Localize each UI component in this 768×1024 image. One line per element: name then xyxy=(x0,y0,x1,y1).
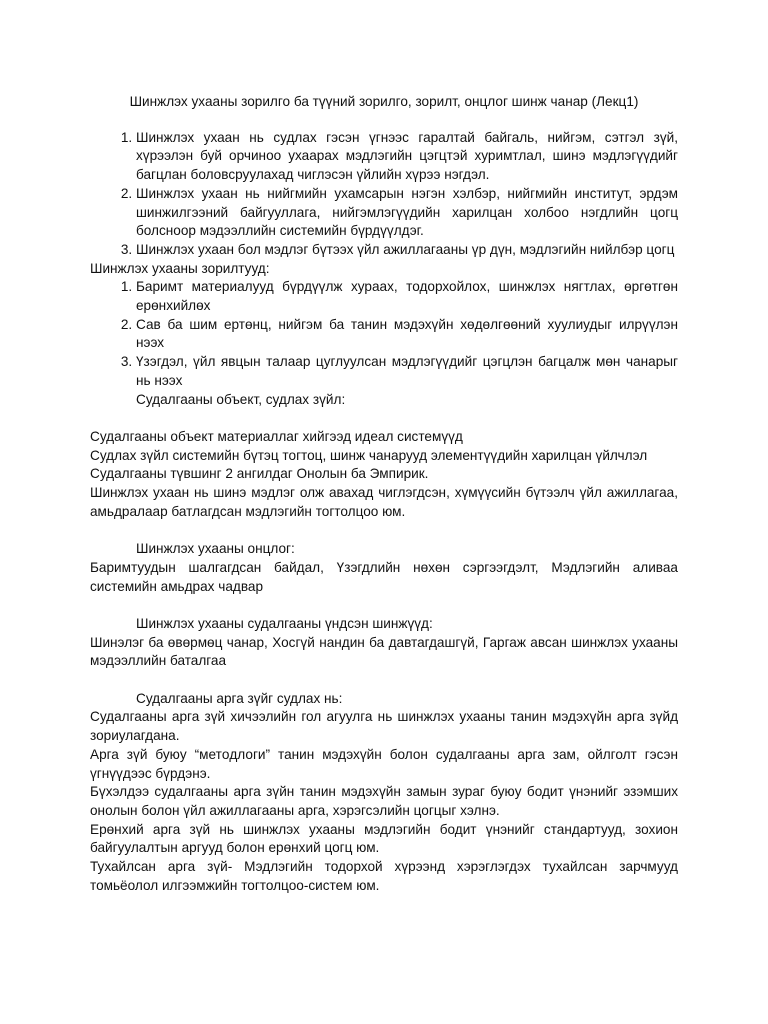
paragraph: Арга зүй буюу “метoдлоги” танин мэдэхүйн болон судалгааны арга зам, ойлголт гэсэн үгнүүдээс бүрдэнэ. xyxy=(90,746,678,781)
list-item: 2. Сав ба шим ертөнц, нийгэм ба танин мэдэхүйн хөдөлгөөний хуулиудыг илрүүлэн нээх xyxy=(136,316,678,353)
list-item: 1. Баримт материалууд бүрдүүлж хураах, тодорхойлох, шинжлэх нягтлах, өргөтгөн ерөнхийлөх xyxy=(136,278,678,315)
paragraph: Судалгааны объект материаллаг хийгээд идеал системүүд xyxy=(90,428,463,444)
paragraph: Шинэлэг ба өвөрмөц чанар, Хосгүй нандин ба давтагдашгүй, Гаргаж авсан шинжлэх ухааны мэдээллийн баталгаа xyxy=(90,634,678,669)
definitions-list xyxy=(90,129,678,260)
paragraph: Тухайлсан арга зүй- Мэдлэгийн тодорхой хүрээнд хэрэглэгдэх тухайлсан зарчмууд томьёолол илгээмжийн тогтолцоо-систем юм. xyxy=(90,859,678,893)
list-item: 1. Шинжлэх ухаан нь судлах гэсэн үгнээс гаралтай байгаль, нийгэм, сэтгэл зүй, хүрээлэн буй орчиноо ухаарах мэдлэгийн цэгцтэй хуримтлал, шинэ мэдлэгүүдийг багцлан боловсруулахад чиглэсэн үйлийн хүрээ нэгдэл. xyxy=(136,129,678,185)
paragraph: Ерөнхий арга зүй нь шинжлэх ухааны мэдлэгийн бодит үнэнийг стандартууд, зохион байгуулалтын аргууд болон ерөнхий цогц юм. xyxy=(90,821,678,856)
spacer xyxy=(90,409,678,428)
paragraph: Судалгааны түвшинг 2 ангилдаг Онолын ба Эмпирик. xyxy=(90,466,429,482)
list-item: 2. Шинжлэх ухаан нь нийгмийн ухамсарын нэгэн хэлбэр, нийгмийн институт, эрдэм шинжилгээний байгууллага, нийгэмлэгүүдийн харилцан холбоо нэгдлийн цогц болсноор мэдээллийн системийн бүрдүүлдэг. xyxy=(136,185,678,241)
paragraph: Баримтуудын шалгагдсан байдал, Үзэгдлийн нөхөн сэргээгдэлт, Мэдлэгийн аливаа системийн амьдрах чадвар xyxy=(90,559,678,594)
object-heading: Судалгааны объект, судлах зүйл: xyxy=(136,391,346,407)
spacer xyxy=(90,596,678,615)
goals-list xyxy=(90,278,678,390)
paragraph: Судлах зүйл системийн бүтэц тогтоц, шинж чанарууд элементүүдийн харилцан үйлчлэл xyxy=(90,447,648,463)
paragraph: Бүхэлдээ судалгааны арга зүйн танин мэдэхүйн замын зураг буюу бодит үнэнийг эзэмших онолын болон үйл ажиллагааны арга, хэрэгсэлийн цогцыг хэлнэ. xyxy=(90,784,678,818)
list-item: 3. Үзэгдэл, үйл явцын талаар цуглуулсан мэдлэгүүдийг цэгцлэн багцалж мөн чанарыг нь нээх xyxy=(136,353,678,390)
paragraph: Судалгааны арга зүй хичээлийн гол агуулга нь шинжлэх ухааны танин мэдэхүйн арга зүйд зориулагдана. xyxy=(90,709,678,744)
spacer xyxy=(90,671,678,690)
methodology-heading: Судалгааны арга зүйг судлах нь: xyxy=(136,690,343,706)
spacer xyxy=(90,521,678,540)
list-item: 3. Шинжлэх ухаан бол мэдлэг бүтээх үйл ажиллагааны үр дүн, мэдлэгийн нийлбэр цогц xyxy=(136,241,678,260)
document-page xyxy=(90,93,678,895)
document-title: Шинжлэх ухааны зорилго ба түүний зорилго, зорилт, онцлог шинж чанар (Лекц1) xyxy=(129,94,639,109)
goals-heading: Шинжлэх ухааны зорилтууд: xyxy=(90,260,270,276)
principles-heading: Шинжлэх ухааны судалгааны үндсэн шинжүүд: xyxy=(136,615,433,631)
paragraph: Шинжлэх ухаан нь шинэ мэдлэг олж авахад чиглэгдсэн, хүмүүсийн бүтээлч үйл ажиллагаа, амьдралаар батлагдсан мэдлэгийн тогтолцоо юм. xyxy=(90,485,678,519)
features-heading: Шинжлэх ухааны онцлог: xyxy=(136,541,295,557)
